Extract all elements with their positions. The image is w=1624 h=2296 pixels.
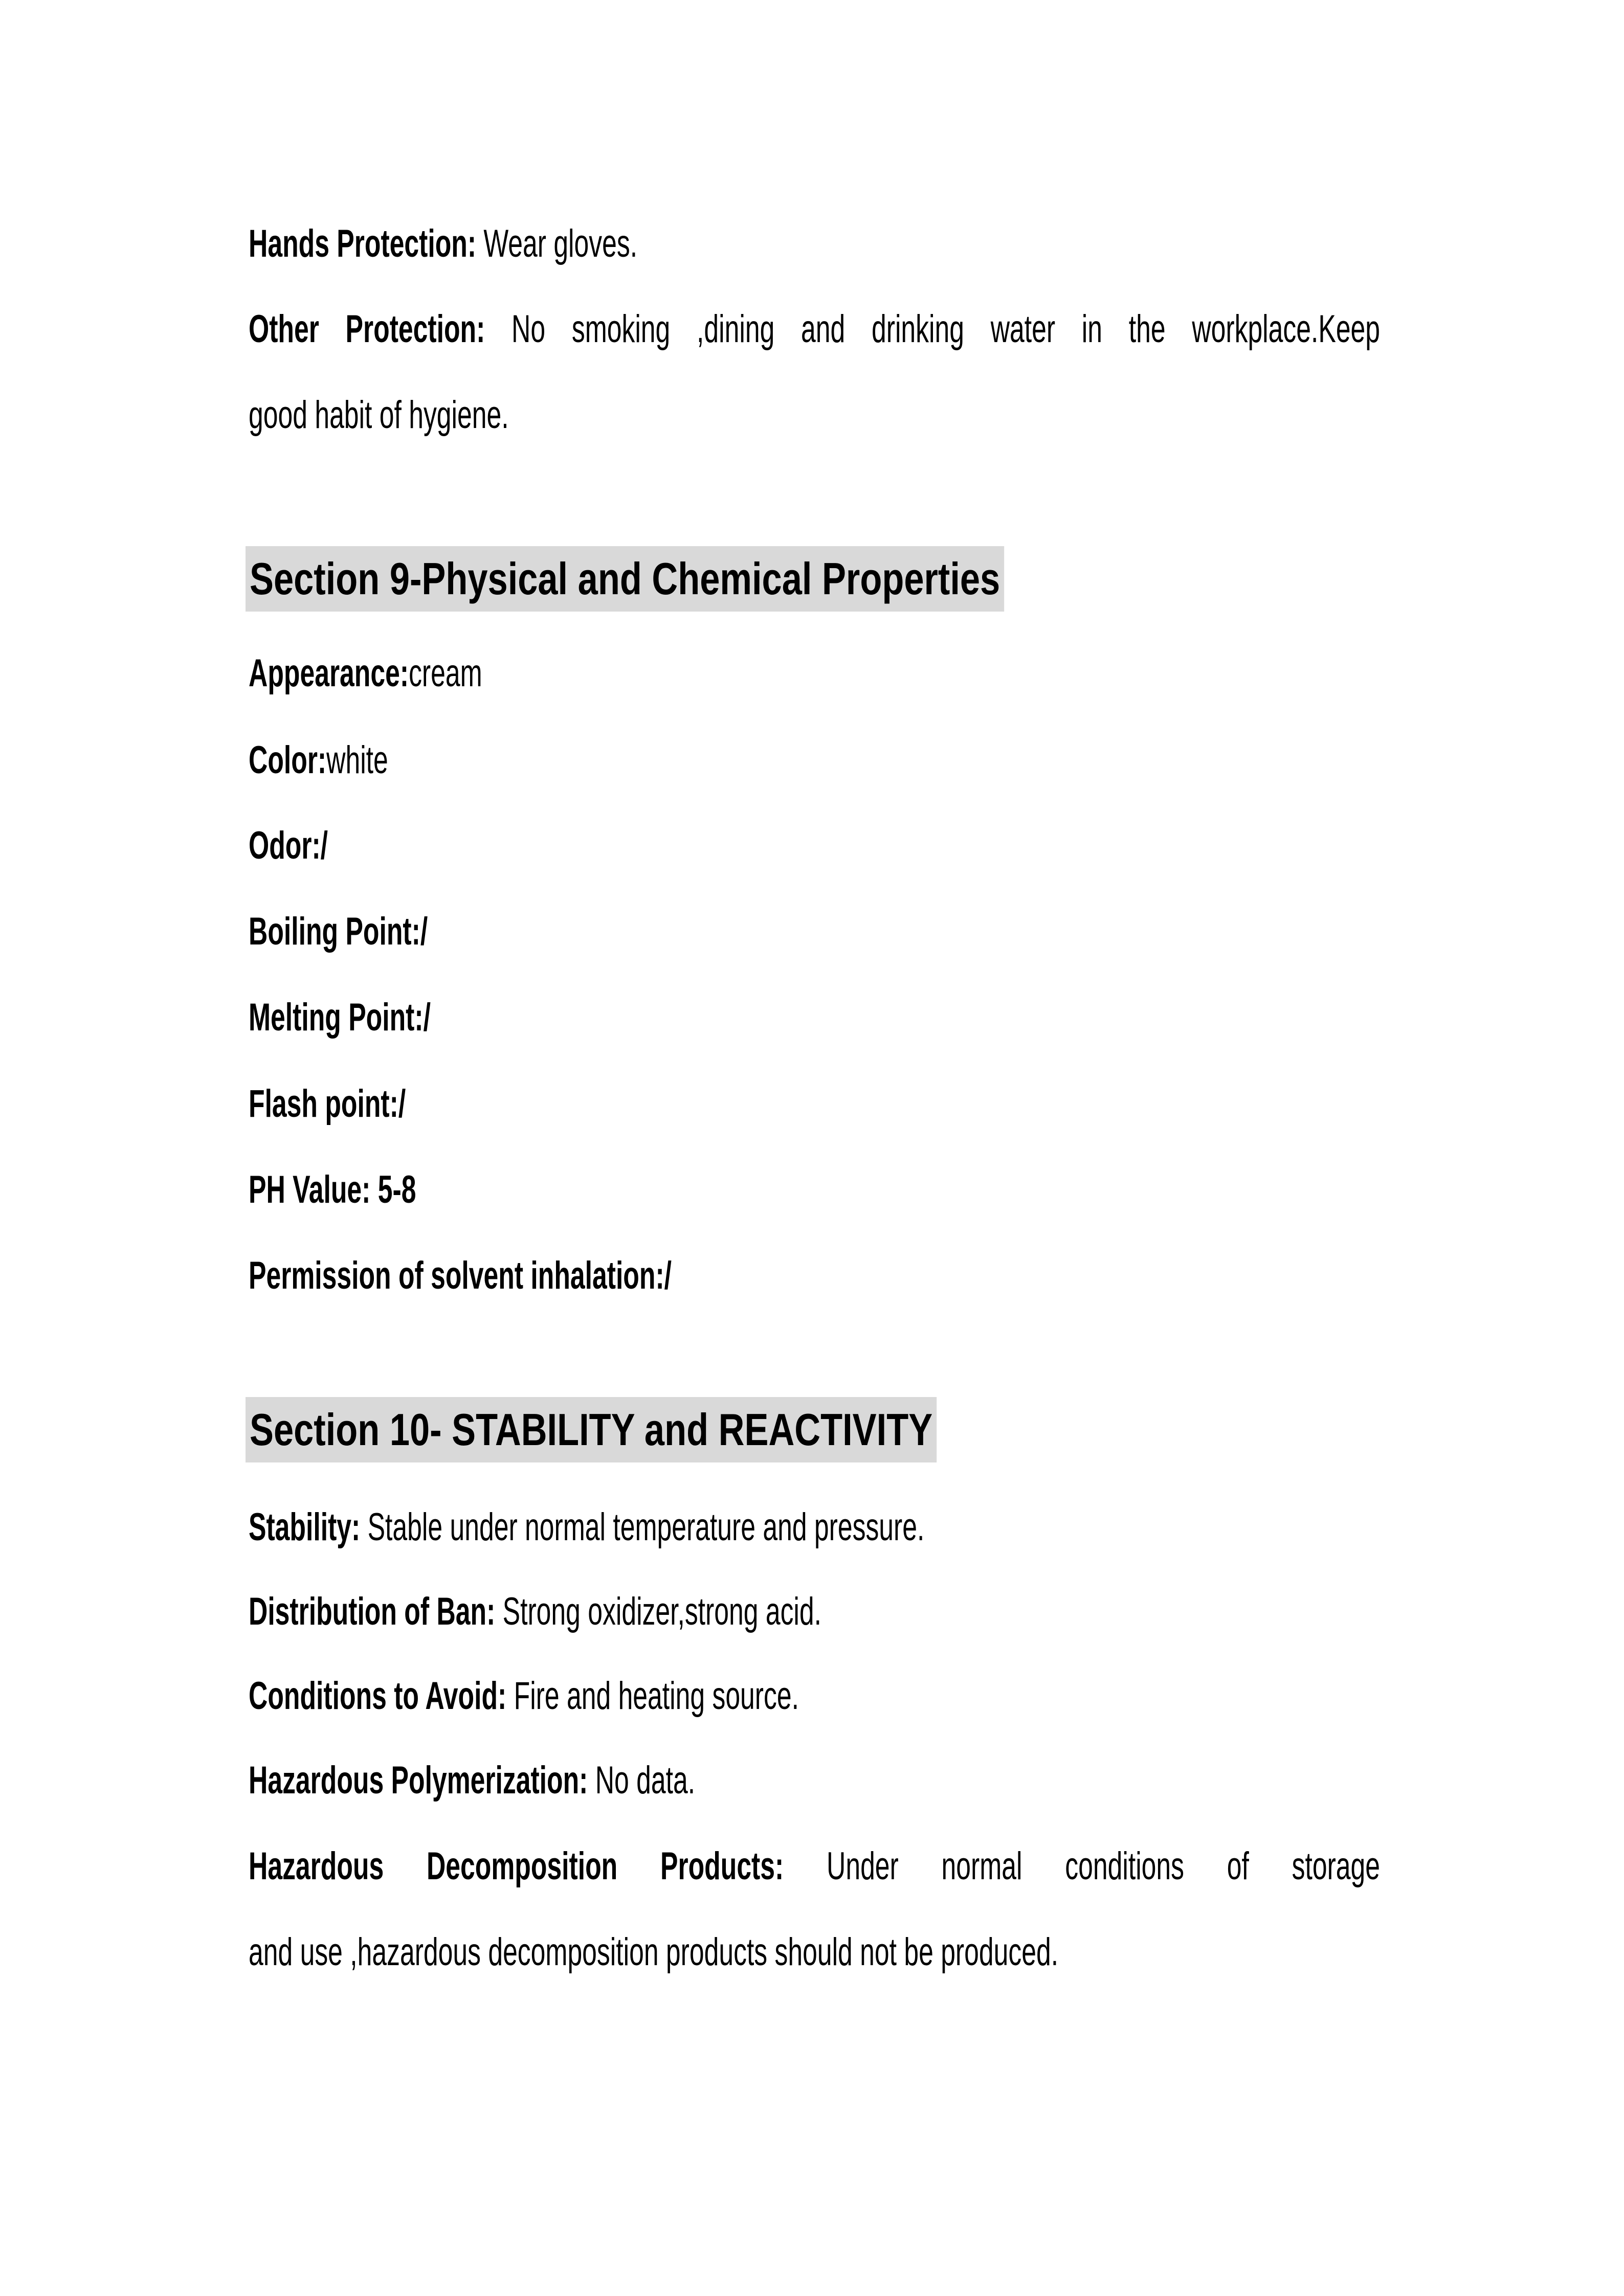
field-hazardous-decomposition-products <box>249 1841 1380 1892</box>
field-hazardous-polymerization <box>249 1755 695 1806</box>
section-10-header <box>246 1397 937 1462</box>
paragraph-text: and use ,hazardous decomposition products should not be produced. <box>249 1930 1059 1974</box>
field-value: Wear gloves. <box>476 222 638 265</box>
field-label: Hands Protection: <box>249 222 477 265</box>
field-label: Boiling Point:/ <box>249 910 428 953</box>
field-boiling-point <box>249 906 428 957</box>
field-conditions-to-avoid <box>249 1671 799 1722</box>
field-label: Permission of solvent inhalation:/ <box>249 1254 672 1297</box>
field-label: PH Value: 5-8 <box>249 1168 416 1211</box>
field-label: Color: <box>249 738 327 782</box>
field-value: white <box>326 738 388 782</box>
field-value: Strong oxidizer,strong acid. <box>495 1590 822 1633</box>
field-value: No smoking ,dining and drinking water in the workplace.Keep <box>485 307 1381 351</box>
field-value: No data. <box>588 1759 696 1802</box>
field-label: Other Protection: <box>249 307 485 351</box>
field-value: Under normal conditions of storage <box>784 1844 1381 1888</box>
field-appearance <box>249 648 482 699</box>
field-label: Hazardous Polymerization: <box>249 1759 588 1802</box>
field-label: Melting Point:/ <box>249 996 431 1039</box>
field-distribution-of-ban <box>249 1586 821 1637</box>
field-value: cream <box>409 651 482 695</box>
section-9-header <box>246 546 1004 612</box>
field-label: Stability: <box>249 1505 361 1549</box>
section-10-title: Section 10- STABILITY and REACTIVITY <box>250 1404 933 1455</box>
field-odor <box>249 820 328 871</box>
field-flash-point <box>249 1078 406 1130</box>
field-value: Fire and heating source. <box>506 1674 799 1718</box>
paragraph-text: good habit of hygiene. <box>249 393 509 437</box>
paragraph-continuation <box>249 390 509 441</box>
field-label: Distribution of Ban: <box>249 1590 496 1633</box>
field-label: Appearance: <box>249 651 409 695</box>
field-stability <box>249 1502 924 1553</box>
paragraph-continuation <box>249 1927 1058 1978</box>
field-other-protection <box>249 304 1380 355</box>
field-melting-point <box>249 992 431 1043</box>
field-label: Hazardous Decomposition Products: <box>249 1844 784 1888</box>
field-label: Flash point:/ <box>249 1082 406 1126</box>
field-label: Odor:/ <box>249 824 328 867</box>
field-label: Conditions to Avoid: <box>249 1674 507 1718</box>
field-color <box>249 735 388 786</box>
field-value: Stable under normal temperature and pressure. <box>360 1505 925 1549</box>
field-ph-value <box>249 1164 416 1215</box>
field-hands-protection <box>249 218 637 269</box>
field-permission-solvent-inhalation <box>249 1250 672 1301</box>
section-9-title: Section 9-Physical and Chemical Properties <box>250 553 1000 604</box>
